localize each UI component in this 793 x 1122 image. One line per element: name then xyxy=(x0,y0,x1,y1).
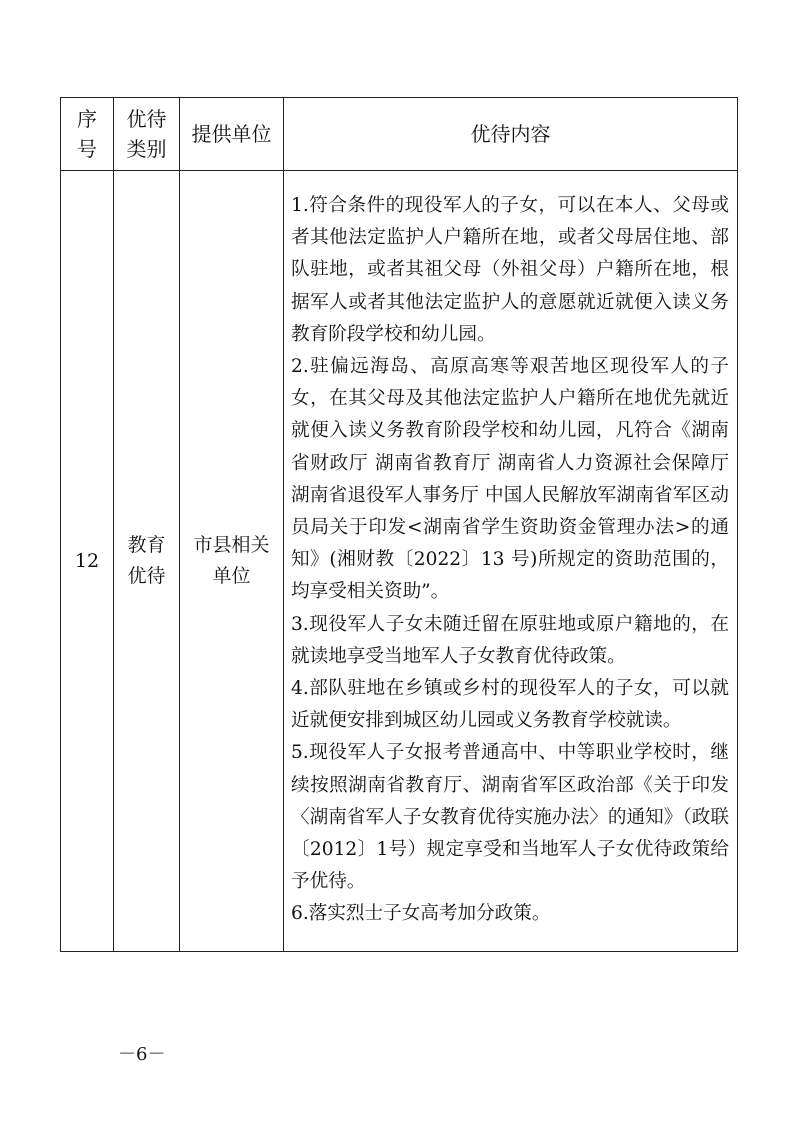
policy-table xyxy=(60,97,738,952)
row-category: 教育优待 xyxy=(114,171,180,952)
row-seq: 12 xyxy=(61,171,114,952)
content-item-5: 5.现役军人子女报考普通高中、中等职业学校时，继续按照湖南省教育厅、湖南省军区政治部《关于印发〈湖南省军人子女教育优待实施办法〉的通知》（政联〔2012〕1号）规定享受和当地军人子女优待政策给予优待。 xyxy=(291,742,729,893)
header-category: 优待类别 xyxy=(114,98,180,171)
header-seq: 序号 xyxy=(61,98,114,171)
content-item-1: 1.符合条件的现役军人的子女，可以在本人、父母或者其他法定监护人户籍所在地，或者父母居住地、部队驻地，或者其祖父母（外祖父母）户籍所在地，根据军人或者其他法定监护人的意愿就近就便入读义务教育阶段学校和幼儿园。 xyxy=(291,195,729,345)
content-item-4: 4.部队驻地在乡镇或乡村的现役军人的子女，可以就近就便安排到城区幼儿园或义务教育学校就读。 xyxy=(291,678,729,732)
table-header-row xyxy=(61,98,738,171)
header-content: 优待内容 xyxy=(284,98,738,171)
table-row xyxy=(61,171,738,952)
content-item-3: 3.现役军人子女未随迁留在原驻地或原户籍地的，在就读地享受当地军人子女教育优待政策。 xyxy=(291,613,729,667)
page-number: －6－ xyxy=(118,1044,166,1065)
content-item-2: 2.驻偏远海岛、高原高寒等艰苦地区现役军人的子女，在其父母及其他法定监护人户籍所在地优先就近就便入读义务教育阶段学校和幼儿园，凡符合《湖南省财政厅 湖南省教育厅 湖南省人力资源社会保障厅 湖南省退役军人事务厅 中国人民解放军湖南省军区动员局关于印发<湖南省学生资助资金管理办法>的通知》(湘财教〔2022〕13 号)所规定的资助范围的，均享受相关资助”。 xyxy=(291,356,729,603)
header-provider: 提供单位 xyxy=(180,98,284,171)
row-provider: 市县相关单位 xyxy=(180,171,284,952)
row-content xyxy=(284,171,738,952)
content-item-6: 6.落实烈士子女高考加分政策。 xyxy=(291,903,551,925)
